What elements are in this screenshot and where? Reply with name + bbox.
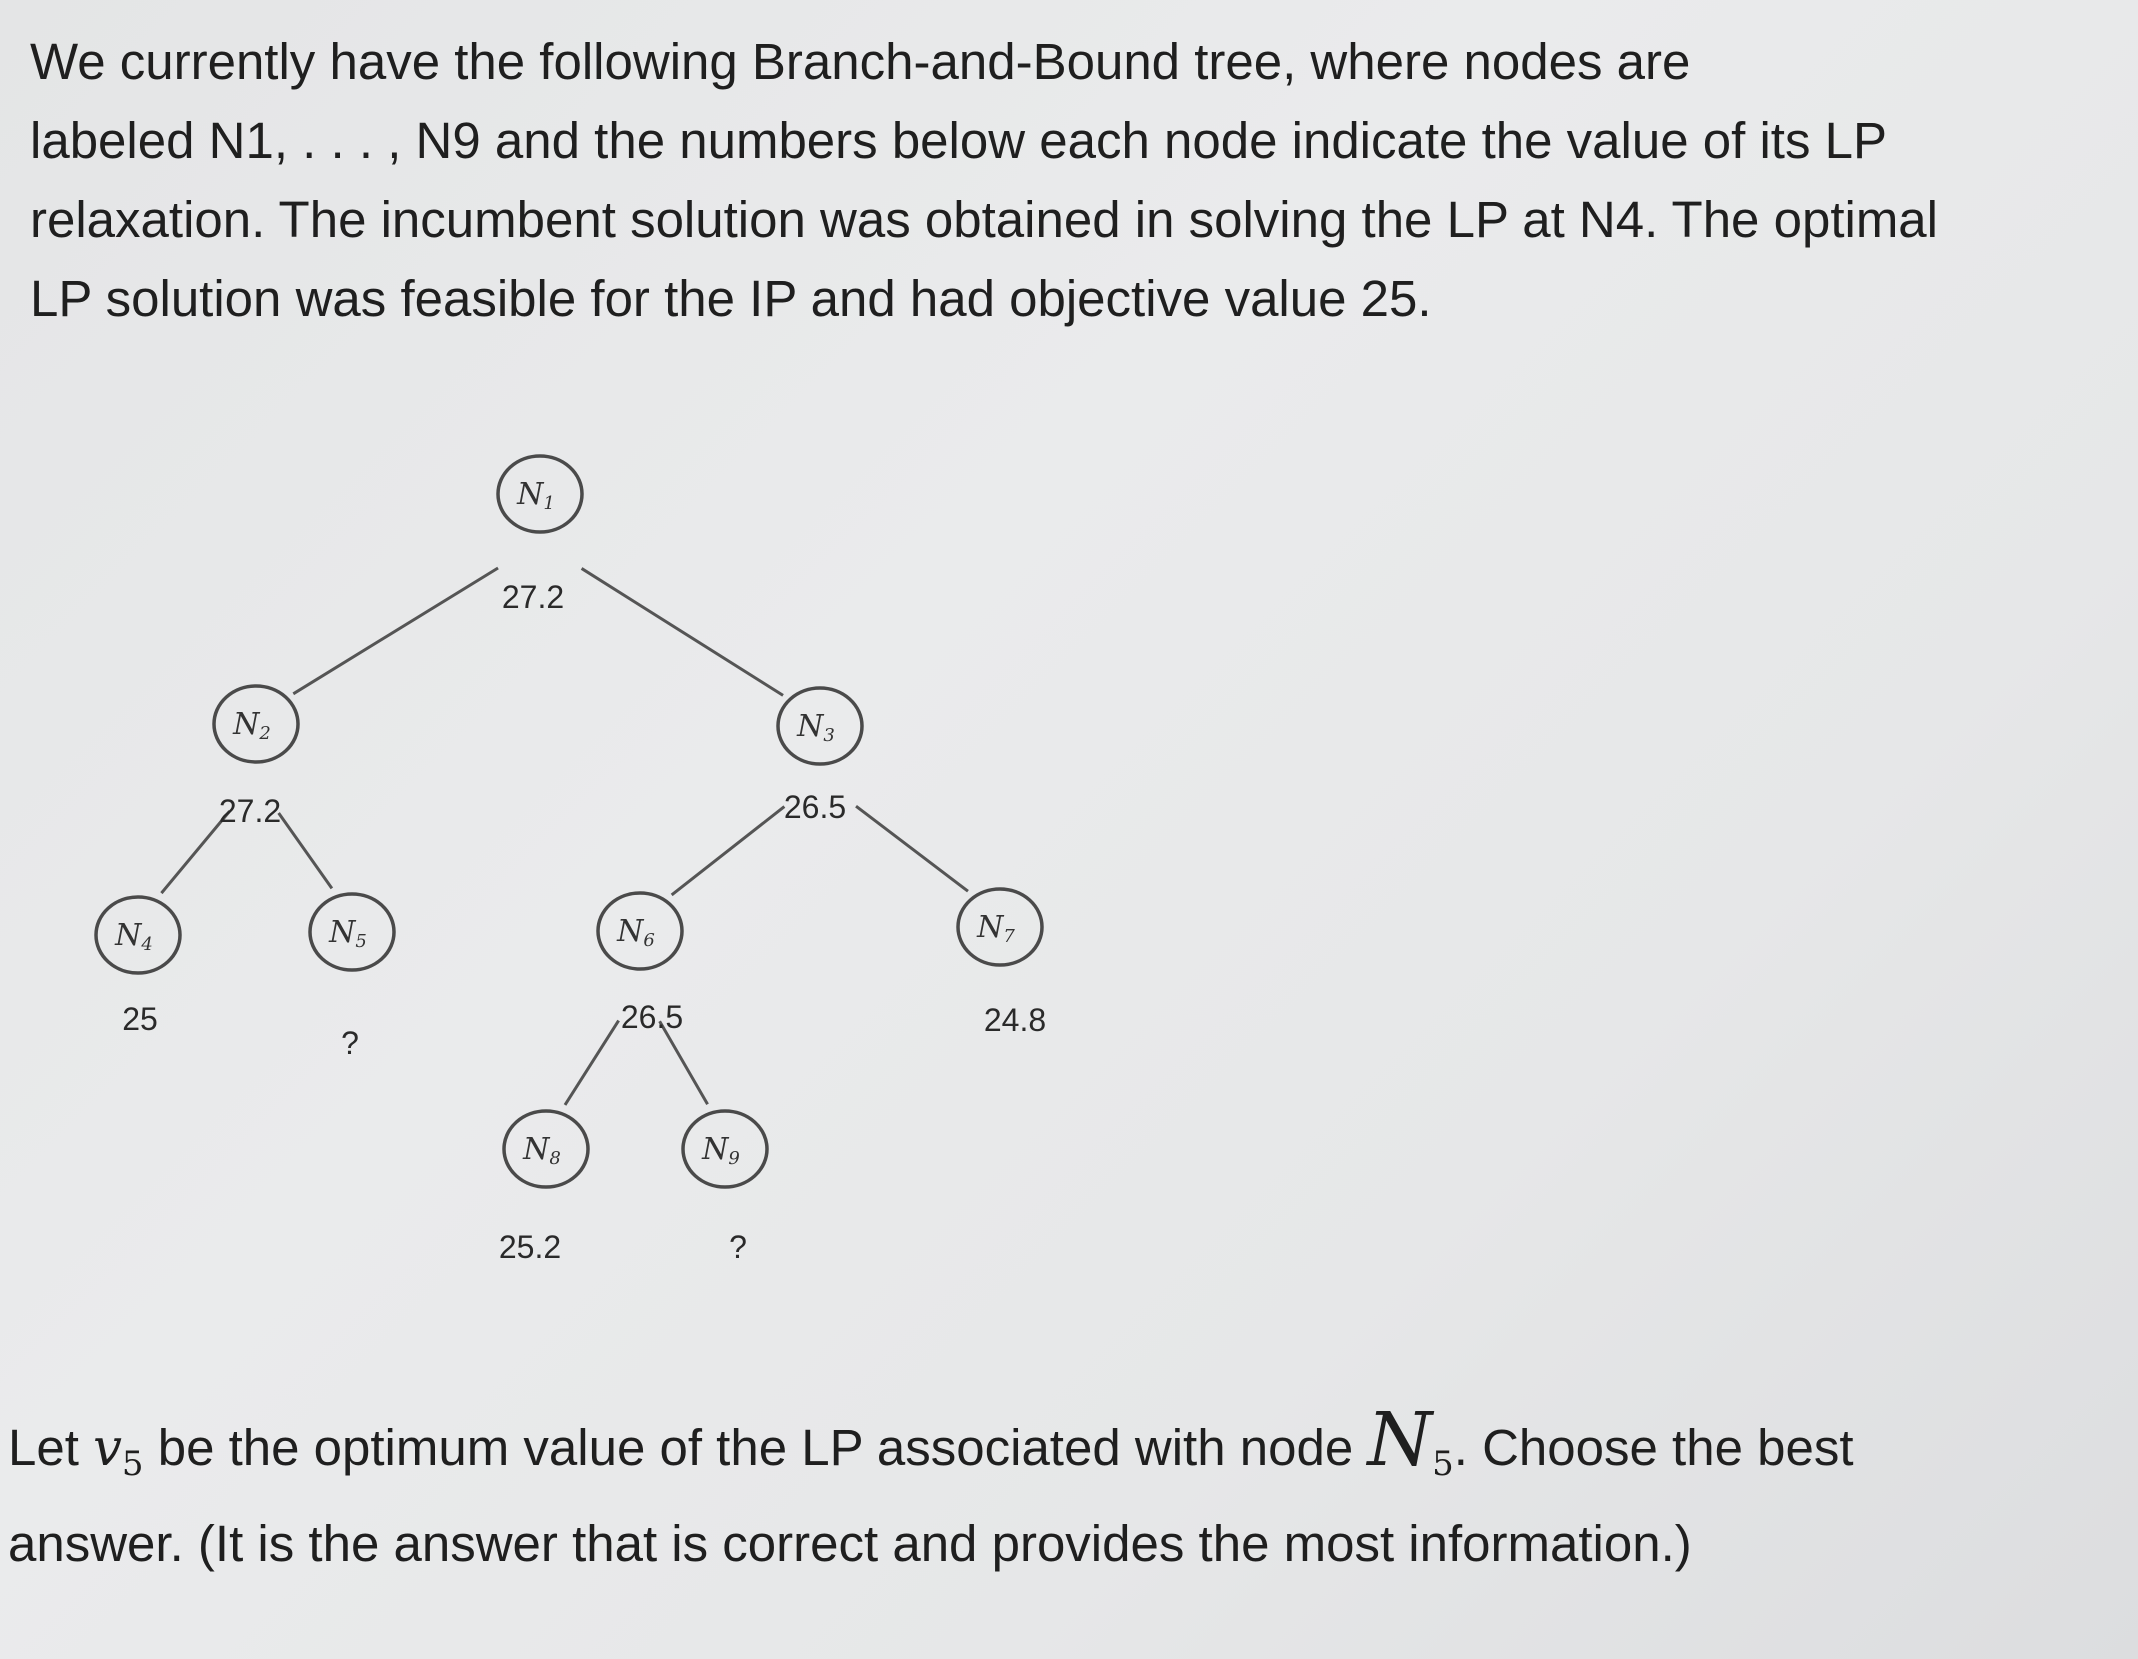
node-value-n9: ? bbox=[729, 1229, 747, 1265]
variable-v5: $v_5$ bbox=[93, 1419, 144, 1484]
node-n9 bbox=[683, 1111, 767, 1265]
node-label-n5: N5 bbox=[329, 915, 367, 952]
node-n8 bbox=[499, 1111, 588, 1265]
statement-line-1: We currently have the following Branch-and-Bound tree, where nodes are bbox=[30, 33, 1691, 90]
edge-n1-n3 bbox=[582, 568, 783, 695]
node-label-n4: N4 bbox=[115, 918, 153, 955]
node-n5 bbox=[310, 894, 394, 1061]
question-part-1: Let bbox=[8, 1419, 94, 1476]
edge-n6-n8 bbox=[565, 1021, 619, 1105]
node-label-n3: N3 bbox=[797, 709, 835, 746]
edge-n2-n5 bbox=[279, 813, 332, 888]
node-label-n6: N6 bbox=[617, 914, 655, 951]
node-value-n7: 24.8 bbox=[983, 1002, 1047, 1038]
node-value-n4: 25 bbox=[122, 1001, 158, 1037]
node-value-n5: ? bbox=[341, 1025, 359, 1061]
edge-n3-n7 bbox=[856, 806, 968, 891]
node-n3 bbox=[778, 688, 862, 825]
edge-n3-n6 bbox=[672, 807, 785, 895]
node-value-n6: 26.5 bbox=[620, 999, 684, 1035]
node-n1 bbox=[498, 456, 582, 615]
statement-line-3: relaxation. The incumbent solution was obtained in solving the LP at N4. The optimal bbox=[30, 191, 1938, 248]
node-label-n8: N8 bbox=[523, 1132, 561, 1169]
node-n6 bbox=[598, 893, 683, 1035]
node-value-n3: 26.5 bbox=[783, 789, 847, 825]
node-value-n1: 27.2 bbox=[501, 579, 565, 615]
statement-line-4: LP solution was feasible for the IP and had objective value 25. bbox=[30, 270, 1432, 327]
node-label-n1: N1 bbox=[517, 477, 555, 514]
edge-n1-n2 bbox=[293, 568, 498, 694]
question-part-2: be the optimum value of the LP associated with node bbox=[143, 1419, 1368, 1476]
node-label-n2: N2 bbox=[233, 707, 271, 744]
node-n5-symbol: $N_5$ bbox=[1367, 1397, 1454, 1484]
node-label-n9: N9 bbox=[702, 1132, 740, 1169]
node-n4 bbox=[96, 897, 180, 1037]
tree-edges bbox=[161, 568, 968, 1105]
question-part-3: . Choose the best bbox=[1453, 1419, 1854, 1476]
node-value-n8: 25.2 bbox=[498, 1229, 562, 1265]
node-n7 bbox=[958, 889, 1046, 1038]
tree-nodes bbox=[96, 456, 1046, 1265]
node-label-n7: N7 bbox=[977, 910, 1015, 947]
node-value-n2: 27.2 bbox=[218, 793, 282, 829]
node-n2 bbox=[214, 686, 298, 829]
question-text bbox=[8, 1397, 2128, 1584]
question-line-1 bbox=[8, 1397, 2128, 1504]
question-line-2: answer. (It is the answer that is correct and provides the most information.) bbox=[8, 1515, 1692, 1572]
statement-line-2: labeled N1, . . . , N9 and the numbers below each node indicate the value of its LP bbox=[30, 112, 1887, 169]
